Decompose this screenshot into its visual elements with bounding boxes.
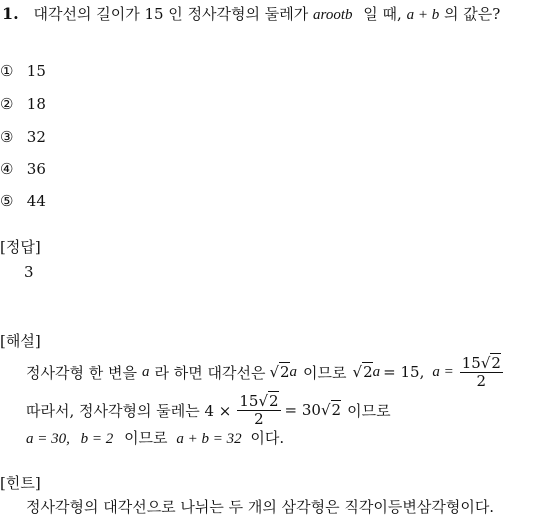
var-a: a bbox=[289, 363, 298, 380]
choice-mark: ② bbox=[0, 95, 14, 113]
choice-mark: ① bbox=[0, 62, 14, 80]
explanation-text: 이므로 bbox=[124, 429, 168, 447]
explanation-line-1 bbox=[26, 352, 503, 392]
var-a: a bbox=[372, 363, 381, 380]
question-text-mid: 일 때, bbox=[363, 5, 402, 23]
equation: = 30 bbox=[284, 401, 321, 419]
question-line bbox=[2, 3, 500, 24]
question-number: 1. bbox=[2, 4, 19, 23]
choice-mark: ④ bbox=[0, 160, 14, 178]
explanation-label: [해설] bbox=[0, 332, 41, 350]
choice-value: 32 bbox=[26, 128, 46, 146]
sum-value: a + b = 32 bbox=[176, 431, 242, 447]
choice-mark: ⑤ bbox=[0, 192, 14, 210]
explanation-line-2 bbox=[26, 390, 391, 430]
equation-rhs: = 15, bbox=[383, 363, 425, 381]
sqrt-two: √2 bbox=[320, 401, 342, 419]
hint-label: [힌트] bbox=[0, 474, 41, 492]
explanation-text: 정사각형 한 변을 bbox=[26, 363, 137, 382]
explanation-text: 라 하면 대각선은 bbox=[154, 363, 266, 382]
explanation-line-3 bbox=[26, 427, 284, 448]
fraction: $\frac{15√2}{2}$ bbox=[239, 391, 279, 428]
choice-value: 44 bbox=[26, 192, 46, 210]
var-a: a bbox=[141, 363, 150, 380]
choice-4[interactable] bbox=[0, 160, 46, 178]
choice-value: 18 bbox=[26, 95, 46, 113]
fraction: $\frac{15√2}{2}$ bbox=[461, 353, 501, 390]
choice-3[interactable] bbox=[0, 128, 46, 146]
choice-2[interactable] bbox=[0, 95, 46, 113]
choice-mark: ③ bbox=[0, 128, 14, 146]
answer-value: 3 bbox=[24, 263, 34, 281]
sqrt-two: √2 bbox=[269, 363, 290, 381]
explanation-text: 이므로 bbox=[347, 401, 391, 420]
sqrt-two: √2 bbox=[352, 363, 373, 381]
a-equals: a = bbox=[432, 363, 454, 380]
question-expr: arootb bbox=[313, 7, 353, 23]
choice-value: 36 bbox=[26, 160, 46, 178]
explanation-text: 이므로 bbox=[303, 363, 347, 382]
a-value: a = 30, bbox=[26, 431, 70, 447]
b-value: b = 2 bbox=[80, 431, 114, 447]
hint-text: 정사각형의 대각선으로 나뉘는 두 개의 삼각형은 직각이등변삼각형이다. bbox=[26, 498, 495, 516]
explanation-text: 따라서, 정사각형의 둘레는 4 × bbox=[26, 401, 232, 420]
question-text-before: 대각선의 길이가 15 인 정사각형의 둘레가 bbox=[33, 5, 309, 23]
choice-value: 15 bbox=[26, 62, 46, 80]
choice-1[interactable] bbox=[0, 62, 46, 80]
choice-5[interactable] bbox=[0, 192, 46, 210]
answer-label: [정답] bbox=[0, 238, 41, 256]
question-sum-expr: a + b bbox=[406, 7, 440, 23]
question-text-after: 의 값은? bbox=[444, 5, 501, 23]
explanation-text: 이다. bbox=[250, 429, 285, 447]
